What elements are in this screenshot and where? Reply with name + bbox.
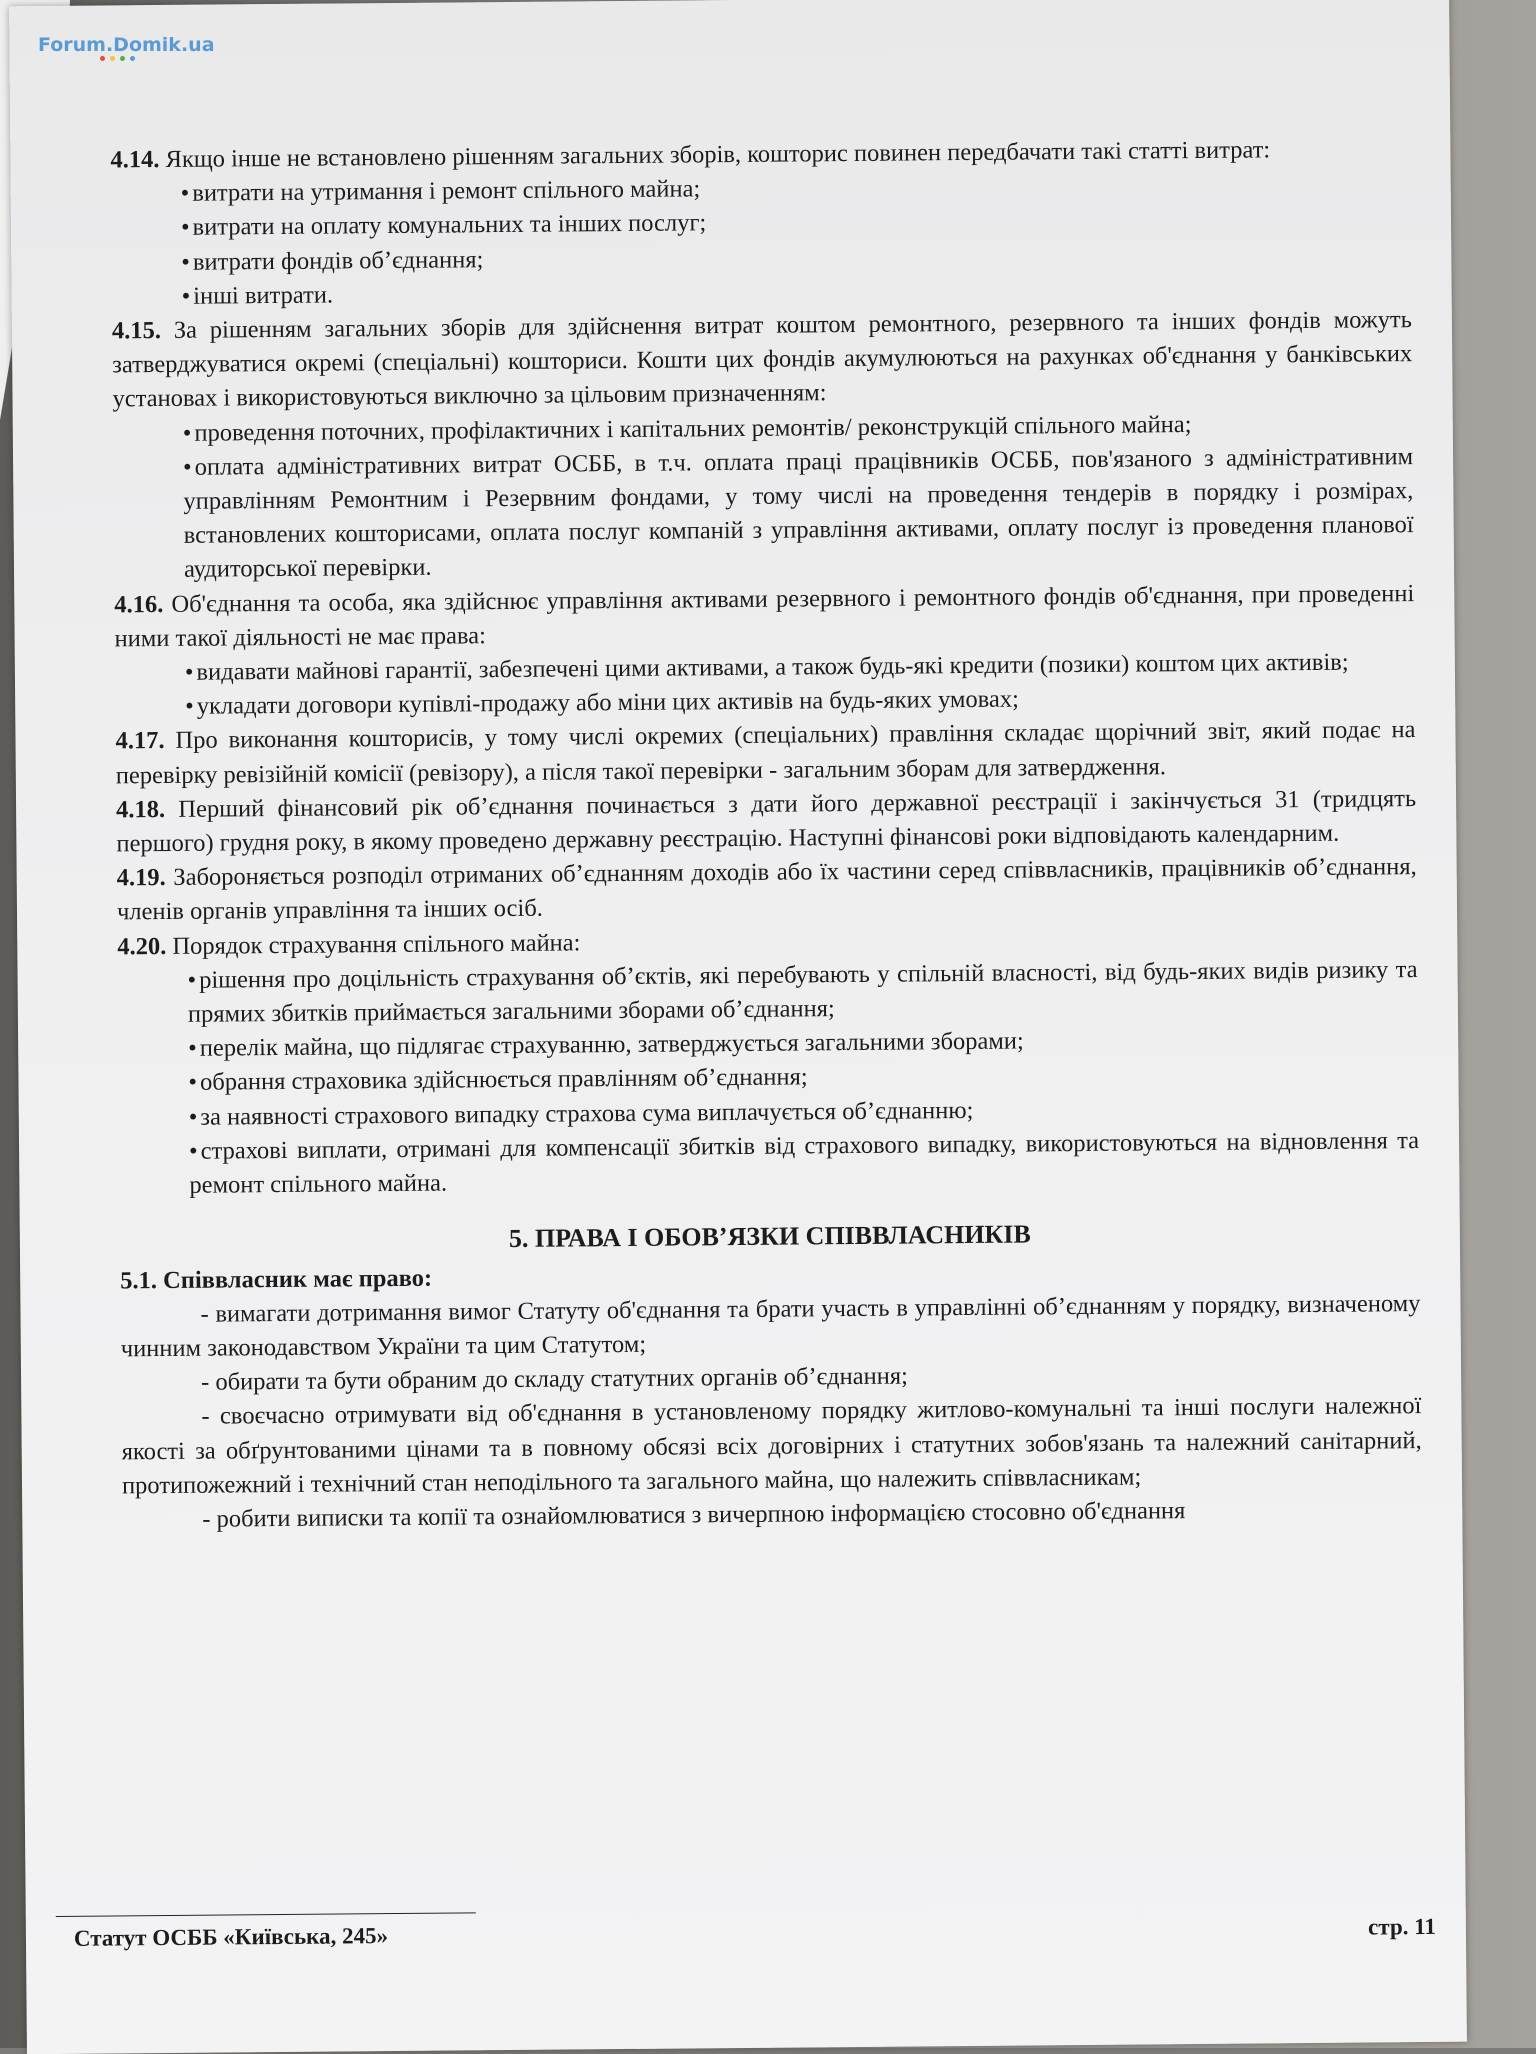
bullet-item: • видавати майнові гарантії, забезпечені цими активами, а також будь-які кредити (позики) коштом цих активів; [185, 645, 1415, 690]
watermark-logo: Forum.Domik.ua [38, 34, 215, 56]
clause-number: 4.18. [115, 795, 166, 824]
clause-paragraph [115, 714, 1416, 794]
bullet-item: • оплата адміністративних витрат ОСББ, в т.ч. оплата праці працівників ОСББ, пов'язаного з адміністративним управлінням Ремонтним і Резервним фондами, у тому числі на проведення тендерів в порядку і розмірах, встановлених кошторисами, оплата послуг компаній з управління активами, оплату послуг із проведення планової аудиторської перевірки. [183, 440, 1414, 588]
dash-item: - робити виписки та копії та ознайомлюватися з вичерпною інформацією стосовно об'єднання [202, 1497, 1186, 1533]
footer-rule [56, 1912, 476, 1917]
clause-text: Про виконання кошторисів, у тому числі окремих (спеціальних) правління складає щорічний звіт, який подає на перевірку ревізійній комісії (ревізору), а після такої перевірки - загальним зборам для затвердження. [115, 716, 1416, 790]
clause-number: 4.17. [115, 727, 165, 755]
clause-text: Порядок страхування спільного майна: [172, 929, 581, 960]
dash-item: - своєчасно отримувати від об'єднання в установленому порядку житлово-комунальні та інші послуги належної якості за обґрунтованими цінами та в повному обсязі всіх договірних і статутних зобов'язань та належний санітарний, протипожежний і технічний стан неподільного та загального майна, що належить співвласникам; [121, 1392, 1422, 1500]
bullet-item: • за наявності страхового випадку страхова сума виплачується об’єднанню; [189, 1090, 1419, 1135]
clause-text: Забороняється розподіл отриманих об’єднанням доходів або їх частини серед співвласників, працівників об’єднання, членів органів управління та інших осіб. [116, 853, 1417, 926]
watermark-dot [110, 56, 115, 61]
clause-number: 4.19. [116, 864, 166, 892]
bullet-item: • інші витрати. [181, 269, 1411, 314]
clause-text: За рішенням загальних зборів для здійснення витрат коштом ремонтного, резервного та інших фондів можуть затверджуватися окремі (спеціальні) кошториси. Кошти цих фондів акумулюються на рахунках об'єднання у банківських установах і використовуються виключно за цільовим призначенням: [112, 306, 1413, 413]
clause-text: Об'єднання та особа, яка здійснює управління активами резервного і ремонтного фондів об'єднання, при проведенні ними такої діяльності не має права: [114, 579, 1415, 653]
document-page [9, 0, 1467, 2054]
dash-item: - вимагати дотримання вимог Статуту об'єднання та брати участь в управлінні об’єднанням у порядку, визначеному чинним законодавством України та цим Статутом; [120, 1289, 1421, 1363]
bullet-item: • перелік майна, що підлягає страхуванню, затверджується загальними зборами; [188, 1021, 1418, 1066]
watermark-dot [130, 56, 135, 61]
page-number: стр. 11 [1367, 1913, 1437, 1940]
clause-text: Якщо інше не встановлено рішенням загальних зборів, кошторис повинен передбачати такі статті витрат: [165, 136, 1271, 173]
clause-text: Перший фінансовий рік об’єднання починається з дати його державної реєстрації і закінчується 31 (тридцять першого) грудня року, в якому проведено державну реєстрацію. Наступні фінансові роки відповідають календарним. [116, 784, 1417, 858]
clause-paragraph [114, 577, 1415, 657]
clause-number: 4.20. [117, 932, 167, 961]
bullet-item: • страхові виплати, отримані для компенсації збитків від страхового випадку, використовуються на відновлення та ремонт спільного майна. [189, 1124, 1420, 1203]
clause-number: 4.15. [111, 317, 162, 345]
section-heading: 5. ПРАВА І ОБОВ’ЯЗКИ СПІВВЛАСНИКІВ [508, 1219, 1031, 1254]
clause-number: 4.16. [114, 590, 164, 619]
clause-number: 4.14. [110, 146, 160, 174]
clause-paragraph [116, 782, 1417, 862]
bullet-item: • обрання страховика здійснюється правлінням об’єднання; [188, 1056, 1418, 1101]
bullet-item: • рішення про доцільність страхування об’єктів, які перебувають у спільній власності, від будь-яких видів ризику та прямих збитків приймається загальними зборами об’єднання; [187, 953, 1418, 1032]
bullet-item: • проведення поточних, профілактичних і капітальних ремонтів/ реконструкцій спільного майна; [183, 406, 1413, 451]
footer-title: Статут ОСББ «Київська, 245» [73, 1923, 389, 1951]
clause-paragraph [112, 303, 1413, 417]
bullet-item: • укладати договори купівлі-продажу або міни цих активів на будь-яких умовах; [185, 679, 1415, 724]
watermark-dots [100, 56, 135, 62]
subsection-heading: 5.1. Співвласник має право: [120, 1264, 433, 1294]
dash-item: - обирати та бути обраним до складу статутних органів об’єднання; [200, 1362, 908, 1396]
bullet-item: • витрати на оплату комунальних та інших послуг; [181, 201, 1411, 246]
bullet-item: • витрати фондів об’єднання; [181, 235, 1411, 280]
watermark-dot [100, 56, 105, 61]
clause-paragraph [117, 850, 1418, 930]
bullet-item: • витрати на утримання і ремонт спільного майна; [181, 166, 1411, 211]
watermark-dot [120, 56, 125, 61]
page-content [110, 132, 1422, 1537]
